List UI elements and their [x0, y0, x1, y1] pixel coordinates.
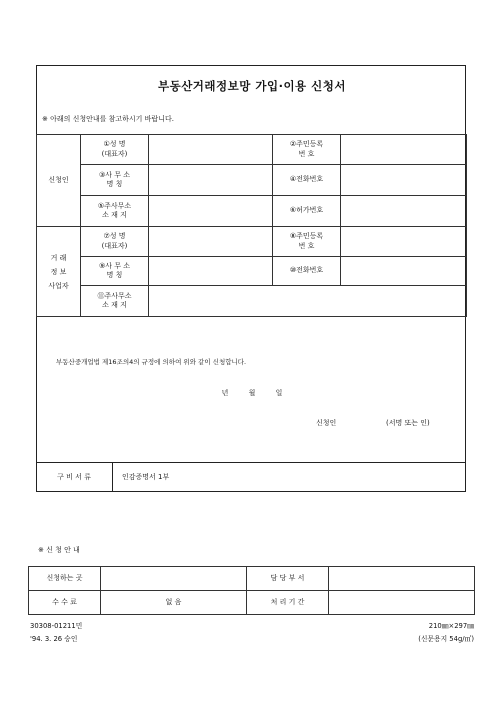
approval-date: '94. 3. 26 승인 — [30, 635, 78, 643]
operator-address-label: ⑪주사무소 소 재 지 — [81, 286, 149, 317]
operator-office-field[interactable] — [149, 257, 273, 286]
applicant-office-label: ③사 무 소 명 칭 — [81, 165, 149, 196]
applicant-phone-field[interactable] — [341, 165, 467, 196]
applicant-name-label: ①성 명 (대표자) — [81, 135, 149, 165]
applicant-id-label: ②주민등록 번 호 — [273, 135, 341, 165]
applicant-address-label: ⑤주사무소 소 재 지 — [81, 196, 149, 227]
operator-id-field[interactable] — [341, 227, 467, 257]
signature-field[interactable]: (서명 또는 인) — [386, 419, 430, 427]
declaration-text: 부동산중개업법 제16조의4의 규정에 의하여 위와 같이 신청합니다. — [56, 358, 247, 366]
form-number: 30308-01211민 — [30, 622, 83, 630]
applicant-id-field[interactable] — [341, 135, 467, 165]
form-title: 부동산거래정보망 가입·이용 신청서 — [157, 79, 346, 93]
required-docs-label: 구 비 서 류 — [57, 473, 91, 481]
operator-office-label: ⑨사 무 소 명 칭 — [81, 257, 149, 286]
guide-department-value — [329, 567, 475, 591]
applicant-address-field[interactable] — [149, 196, 273, 227]
signer-label: 신청인 — [316, 419, 337, 427]
reference-note: ※ 아래의 신청안내를 참고하시기 바랍니다. — [42, 115, 174, 123]
paper-type: (신문용지 54g/㎡) — [418, 635, 474, 643]
applicant-group-label: 신청인 — [37, 135, 81, 227]
operator-name-label: ⑦성 명 (대표자) — [81, 227, 149, 257]
guide-heading: ※ 신 청 안 내 — [38, 546, 80, 554]
paper-size: 210㎜×297㎜ — [428, 622, 474, 630]
guide-period-label: 처 리 기 간 — [247, 591, 329, 615]
docs-divider — [36, 462, 466, 463]
operator-phone-field[interactable] — [341, 257, 467, 286]
guide-fee-label: 수 수 료 — [29, 591, 101, 615]
required-docs-value: 인감증명서 1부 — [122, 473, 170, 481]
guide-department-label: 담 당 부 서 — [247, 567, 329, 591]
operator-group-label: 거 래 정 보 사업자 — [37, 227, 81, 317]
operator-name-field[interactable] — [149, 227, 273, 257]
operator-address-field[interactable] — [149, 286, 467, 317]
operator-id-label: ⑧주민등록 번 호 — [273, 227, 341, 257]
guide-office-value — [101, 567, 247, 591]
docs-column-divider — [112, 462, 113, 492]
applicant-license-label: ⑥허가번호 — [273, 196, 341, 227]
guide-table — [28, 566, 475, 615]
applicant-license-field[interactable] — [341, 196, 467, 227]
applicant-phone-label: ④전화번호 — [273, 165, 341, 196]
guide-fee-value: 없 음 — [101, 591, 247, 615]
date-line[interactable]: 년 월 일 — [221, 389, 283, 397]
applicant-name-field[interactable] — [149, 135, 273, 165]
registration-table — [36, 134, 467, 317]
guide-office-label: 신청하는 곳 — [29, 567, 101, 591]
guide-period-value — [329, 591, 475, 615]
operator-phone-label: ⑩전화번호 — [273, 257, 341, 286]
applicant-office-field[interactable] — [149, 165, 273, 196]
